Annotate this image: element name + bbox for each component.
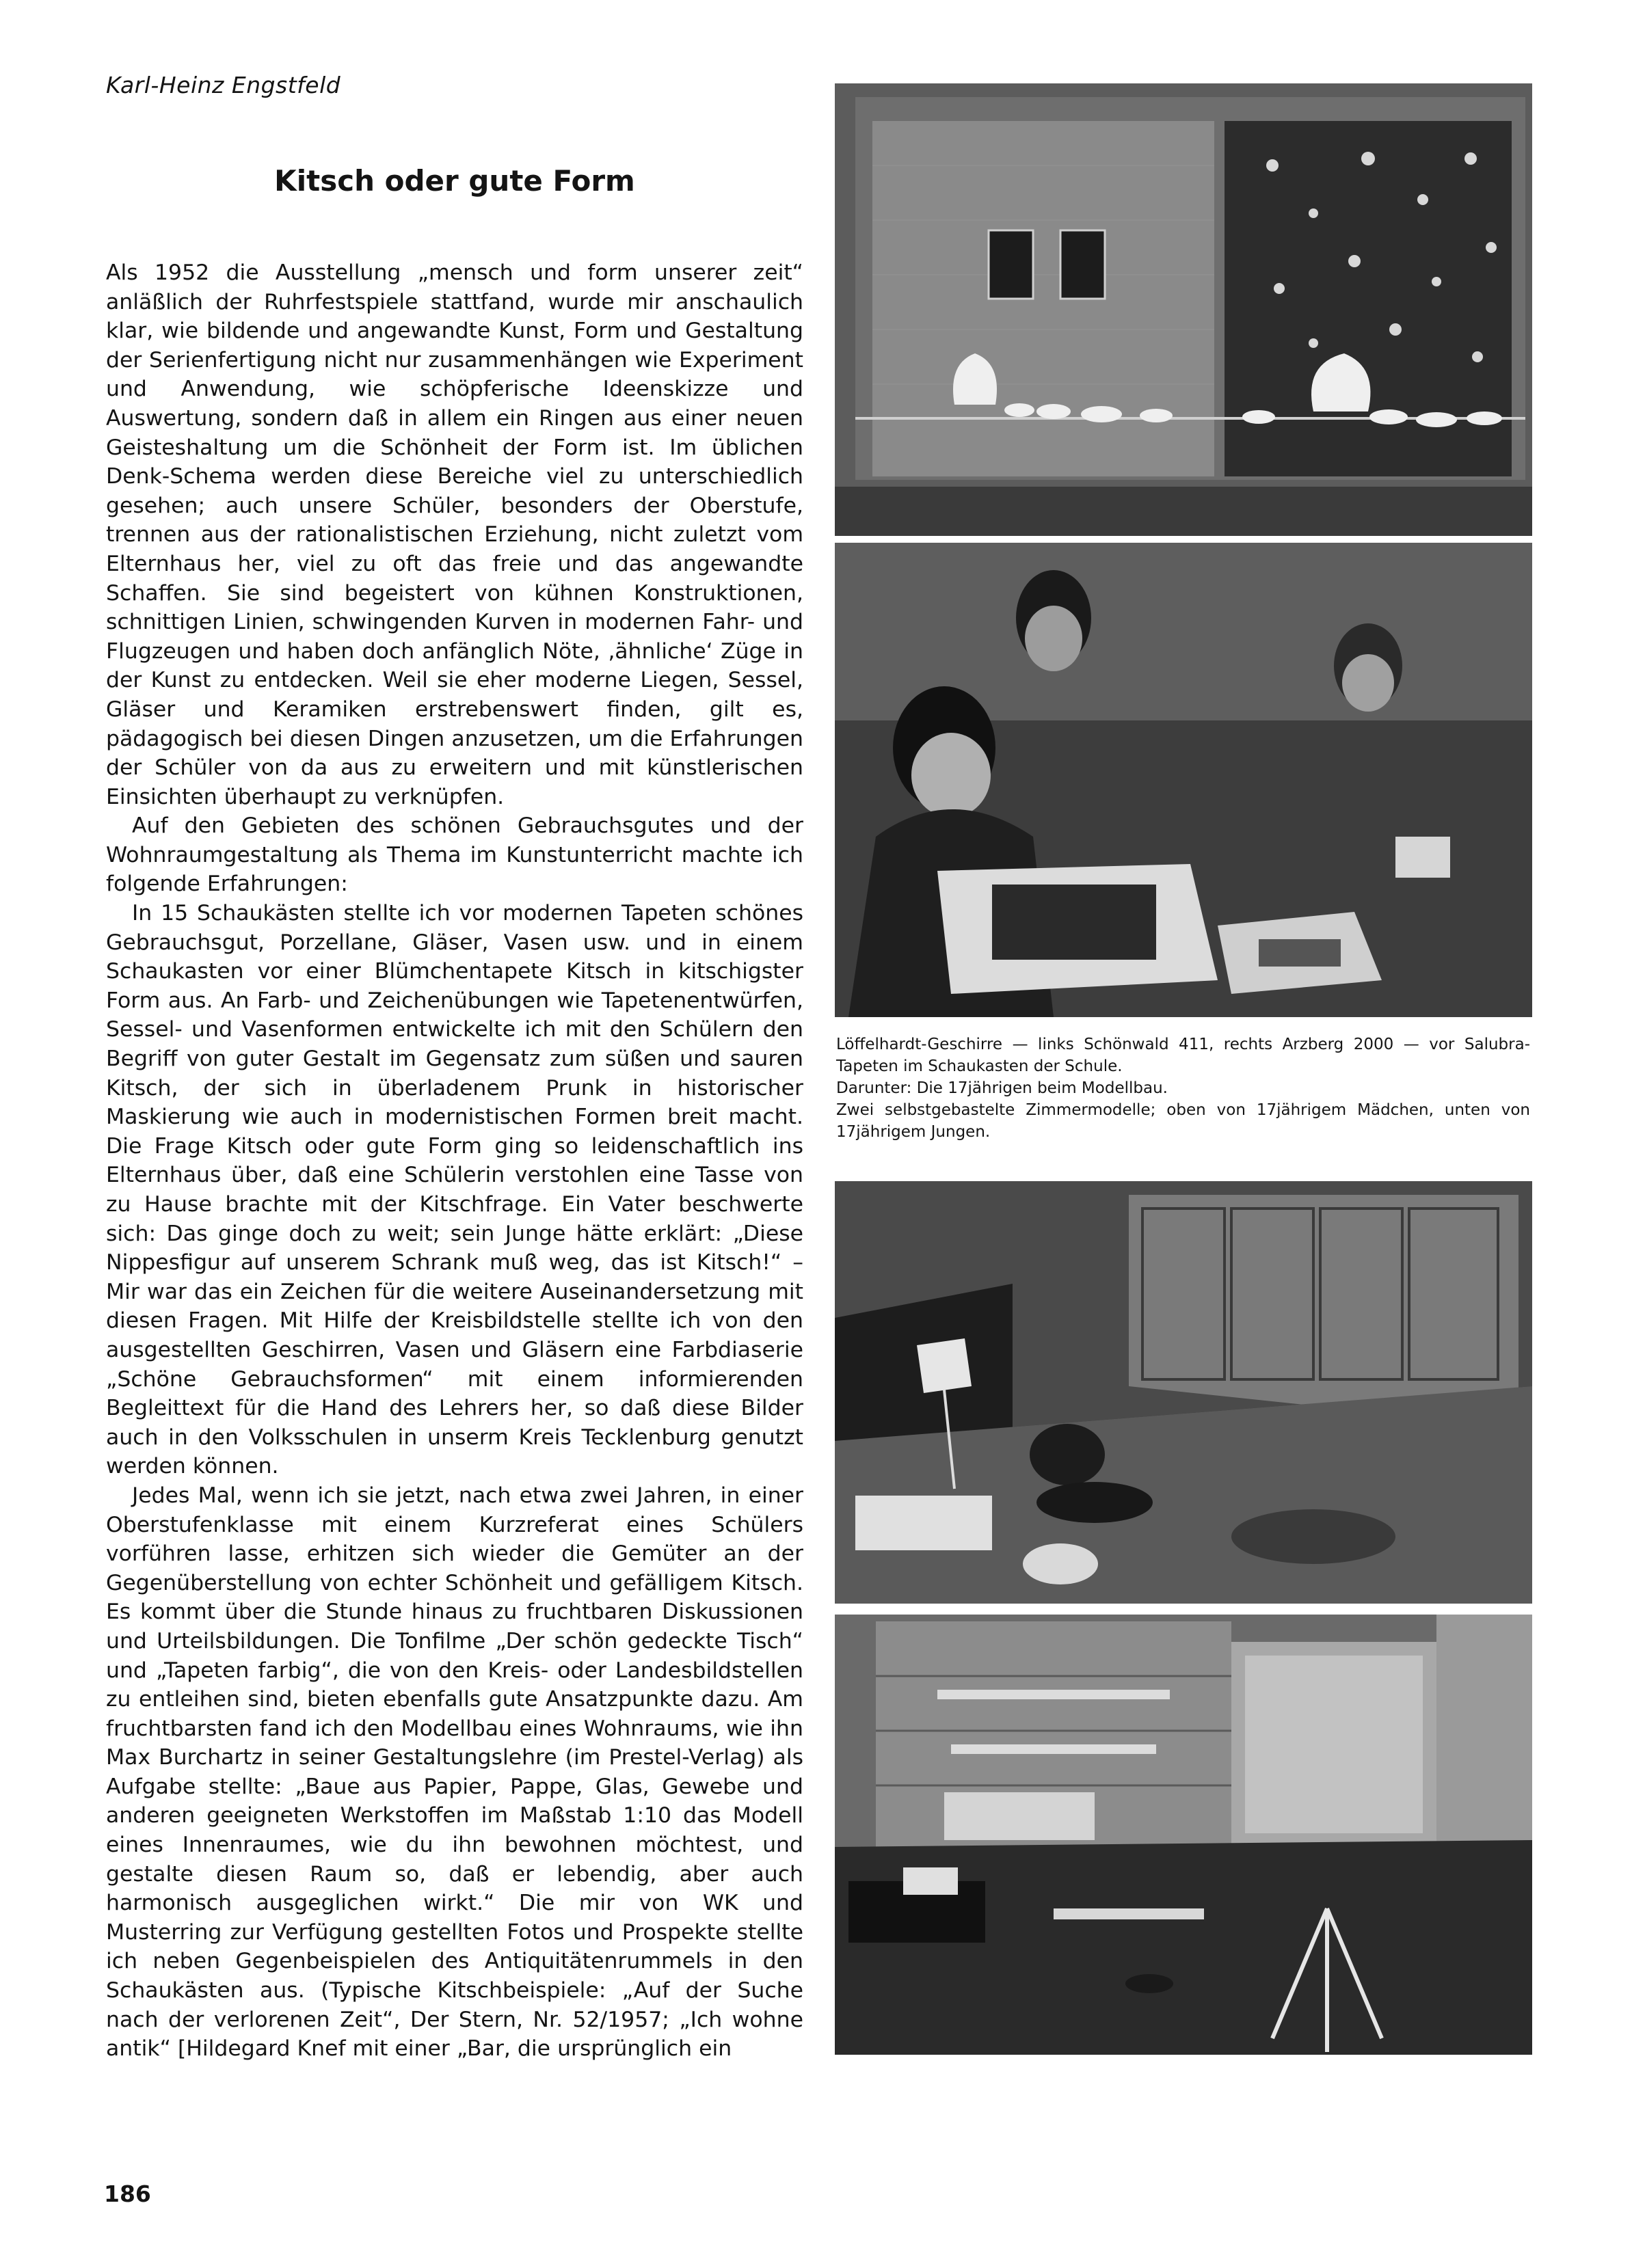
paragraph: In 15 Schaukästen stellte ich vor modernen Tapeten schönes Gebrauchsgut, Porzellane, Gläser, Vasen usw. und in einem Schaukasten vor einer Blümchentapete Kitsch in kitschigster Form aus. An Farb- und Zeichenübungen wie Tapetenentwürfen, Sessel- und Vasenformen entwickelte ich mit den Schülern den Begriff von guter Gestalt im Gegensatz zum süßen und sauren Kitsch, der sich in überladenem Prunk in historischer Maskierung wie auch in modernistischen Formen breit macht. Die Frage Kitsch oder gute Form ging so leidenschaftlich ins Elternhaus über, daß eine Schülerin verstohlen eine Tasse von zu Hause brachte mit der Kitschfrage. Ein Vater beschwerte sich: Das ginge doch zu weit; sein Junge hätte erklärt: „Diese Nippesfigur auf unserem Schrank muß weg, das ist Kitsch!“ – Mir war das ein Zeichen für die weitere Auseinandersetzung mit diesen Fragen. Mit Hilfe der Kreisbildstelle stellte ich von den ausgestellten Geschirren, Vasen und Gläsern eine Farbdiaserie „Schöne Gebrauchsformen“ mit einem informierenden Begleittext für die Hand des Lehrers her, so daß diese Bilder auch in den Volksschulen in unserm Kreis Tecklenburg genutzt werden können. bbox=[106, 901, 803, 1479]
paragraph: Auf den Gebieten des schönen Gebrauchsgutes und der Wohnraumgestaltung als Thema im Kunstunterricht machte ich folgende Erfahrungen: bbox=[106, 813, 803, 897]
paragraph: Als 1952 die Ausstellung „mensch und form unserer zeit“ anläßlich der Ruhrfestspiele stattfand, wurde mir anschaulich klar, wie bildende und angewandte Kunst, Form und Gestaltung der Serienfertigung nicht nur zusammenhängen wie Experiment und Anwendung, wie schöpferische Ideenskizze und Auswertung, sondern daß in allem ein Ringen aus einer neuen Geisteshaltung um die Schönheit der Form ist. Im üblichen Denk-Schema werden diese Bereiche viel zu unterschiedlich gesehen; auch unsere Schüler, besonders der Oberstufe, trennen aus der rationalistischen Erziehung, nicht zuletzt vom Elternhaus her, viel zu oft das freie und das angewandte Schaffen. Sie sind begeistert von kühnen Konstruktionen, schnittigen Linien, schwingenden Kurven in modernen Fahr- und Flugzeugen und haben doch anfänglich Nöte, ‚ähnliche‘ Züge in der Kunst zu entdecken. Weil sie eher moderne Liegen, Sessel, Gläser und Keramiken erstrebenswert finden, gilt es, pädagogisch bei diesen Dingen anzusetzen, um die Erfahrungen der Schüler von da aus zu erweitern und mit künstlerischen Einsichten überhaupt zu verknüpfen. bbox=[106, 260, 803, 809]
article-body bbox=[106, 258, 803, 2064]
author-name: Karl-Heinz Engstfeld bbox=[106, 72, 341, 98]
photo-students-modelbuilding bbox=[835, 543, 1532, 1017]
paragraph: Jedes Mal, wenn ich sie jetzt, nach etwa zwei Jahren, in einer Oberstufenklasse mit einem Kurzreferat eines Schülers vorführen lasse, erhitzen sich wieder die Gemüter an der Gegenüberstellung von echter Schönheit und gefälligem Kitsch. Es kommt über die Stunde hinaus zu fruchtbaren Diskussionen und Urteilsbildungen. Die Tonfilme „Der schön gedeckte Tisch“ und „Tapeten farbig“, die von den Kreis- oder Landesbildstellen zu entleihen sind, bieten ebenfalls gute Ansatzpunkte dazu. Am fruchtbarsten fand ich den Modellbau eines Wohnraums, wie ihn Max Burchartz in seiner Gestaltungslehre (im Prestel-Verlag) als Aufgabe stellte: „Baue aus Papier, Pappe, Glas, Gewebe und anderen geeigneten Werkstoffen im Maßstab 1:10 das Modell eines Innenraumes, wie du ihn bewohnen möchtest, und gestalte diesen Raum so, daß er lebendig, aber auch harmonisch ausgeglichen wirkt.“ Die mir von WK und Musterring zur Verfügung gestellten Fotos und Prospekte stellte ich neben Gegenbeispielen des Antiquitätenrummels in den Schaukästen aus. (Typische Kitschbeispiele: „Auf der Suche nach der verlorenen Zeit“, Der Stern, Nr. 52/1957; „Ich wohne antik“ [Hildegard Knef mit einer „Bar, die ursprünglich ein bbox=[106, 1483, 803, 2062]
photo-display-case bbox=[835, 83, 1532, 536]
caption: Darunter: Die 17jährigen beim Modellbau. bbox=[836, 1079, 1168, 1097]
article-title: Kitsch oder gute Form bbox=[274, 164, 635, 198]
caption: Löffelhardt-Geschirre — links Schönwald 411, rechts Arzberg 2000 — vor Salubra-Tapeten im Schaukasten der Schule. bbox=[836, 1036, 1530, 1075]
page-number: 186 bbox=[104, 2181, 151, 2207]
caption: Zwei selbstgebastelte Zimmermodelle; oben von 17jährigem Mädchen, unten von 17jährigem Jungen. bbox=[836, 1101, 1530, 1141]
photo-captions bbox=[836, 1034, 1530, 1143]
photo-room-model-girl bbox=[835, 1181, 1532, 1604]
photo-room-model-boy bbox=[835, 1615, 1532, 2055]
